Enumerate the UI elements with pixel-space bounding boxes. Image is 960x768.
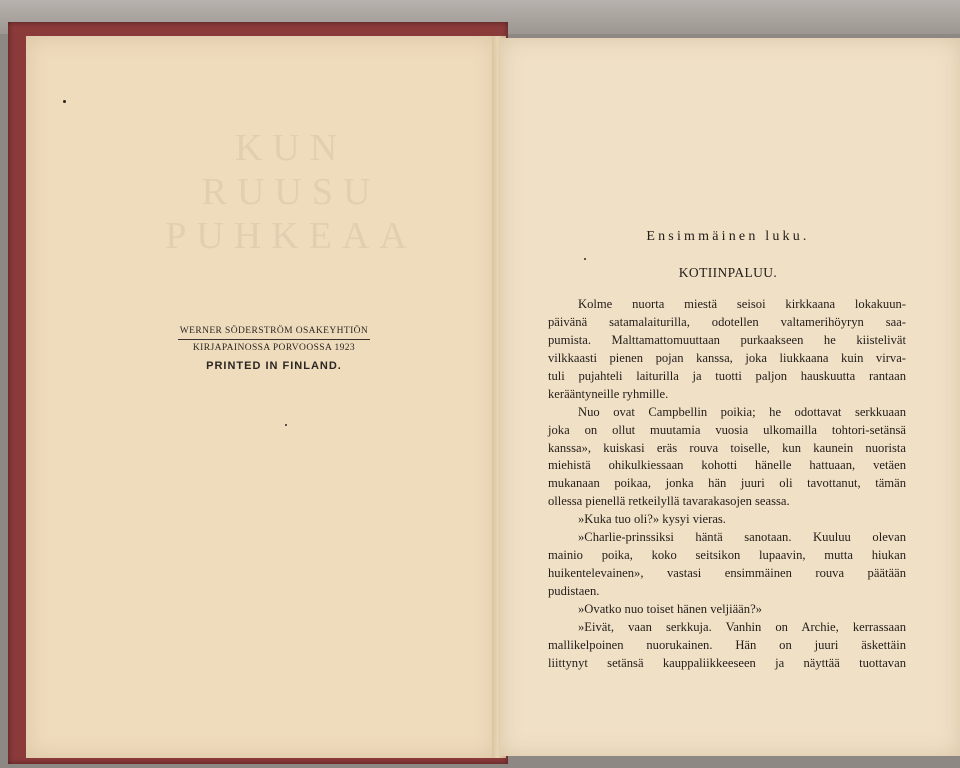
text-line: mallikelpoinen nuorukainen. Hän on juuri äskettäin — [548, 637, 906, 652]
section-title: KOTIINPALUU. — [678, 265, 778, 280]
text-line: mukanaan poikaa, jonka hän juuri oli tavottanut, tämän — [548, 476, 906, 491]
left-page — [26, 36, 496, 758]
text-line: pudistaen. — [548, 584, 600, 598]
text-line: Kolme nuorta miestä seisoi kirkkaana lokakuun- — [578, 297, 906, 311]
text-line: »Ovatko nuo toiset hänen veljiään?» — [578, 601, 762, 616]
text-line: kerääntyneille ryhmille. — [548, 386, 669, 401]
text-line: päivänä satamalaiturilla, odotellen valtamerihöyryn saa- — [548, 314, 906, 329]
imprint-country: PRINTED IN FINLAND. — [206, 360, 342, 372]
paper-speck — [285, 424, 287, 426]
text-line: vilkkaasti pienen pojan kanssa, joka liukkaana kuin virva- — [548, 350, 906, 365]
text-line: ollessa pienellä retkeilyllä tavarakasojen seassa. — [548, 494, 790, 509]
text-line: mainio poika, koko seitsikon lupaavin, mutta hiukan — [548, 548, 906, 563]
chapter-heading: Ensimmäinen luku. — [646, 229, 810, 244]
text-line: Nuo ovat Campbellin poikia; he odottavat serkkuaan — [578, 404, 906, 419]
text-line: »Charlie-prinssiksi häntä sanotaan. Kuuluu olevan — [578, 530, 906, 545]
text-line: tuli pujahteli laiturilla ja tuotti paljon hauskuutta rantaan — [548, 368, 906, 383]
text-line: liittynyt setänsä kauppaliikkeeseen ja näyttää tuottavan — [548, 655, 906, 670]
paper-speck — [584, 258, 586, 260]
text-line: kanssa», kuiskasi eräs rouva toiselle, kun kaunein nuorista — [548, 440, 906, 455]
text-line: miehistä ohikulkiessaan kohotti hänelle hattuaan, vetäen — [548, 458, 906, 473]
text-line: joka on ollut muutamia vuosia ulkomailla tohtori-setänsä — [548, 422, 906, 437]
bleed-through-text: KUN RUUSU PUHKEAA — [165, 127, 417, 257]
printer-imprint — [178, 326, 370, 372]
text-line: pumista. Malttamattomuuttaan purkaakseen he kiistelivät — [548, 332, 906, 347]
imprint-publisher: WERNER SÖDERSTRÖM OSAKEYHTIÖN — [179, 326, 369, 336]
imprint-divider — [178, 339, 370, 340]
imprint-press-location: KIRJAPAINOSSA PORVOOSSA 1923 — [192, 343, 356, 353]
text-line: »Kuka tuo oli?» kysyi vieras. — [578, 512, 726, 527]
text-line: »Eivät, vaan serkkuja. Vanhin on Archie, kerrassaan — [578, 619, 906, 634]
text-line: huikentelevainen», vastasi ensimmäinen rouva päätään — [548, 566, 906, 581]
paper-speck — [63, 100, 66, 103]
body-text — [548, 296, 906, 673]
